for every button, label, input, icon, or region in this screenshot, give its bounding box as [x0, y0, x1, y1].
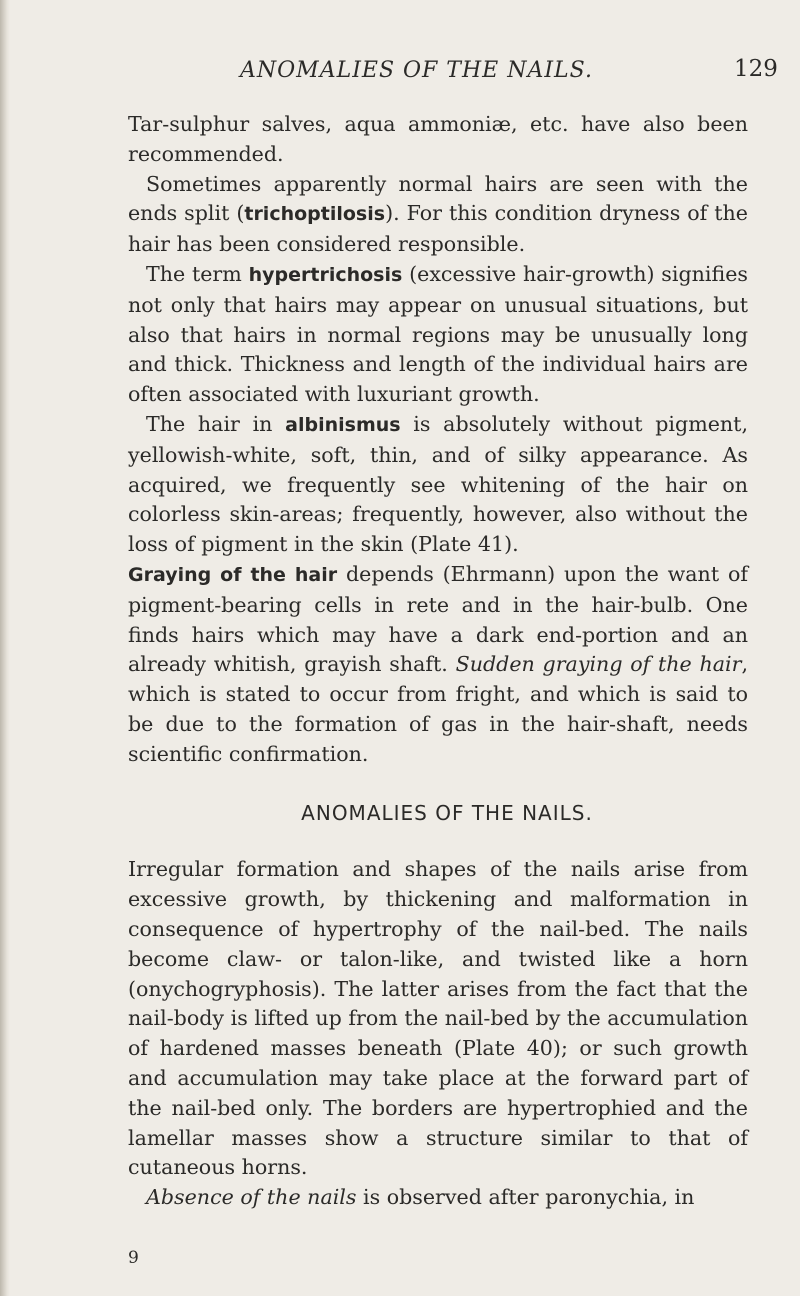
term-trichoptilosis: trichoptilosis [244, 203, 386, 226]
term-hypertrichosis: hypertrichosis [248, 263, 403, 286]
body-text [128, 110, 748, 1213]
page-edge-shadow [0, 0, 10, 1296]
paragraph-trichoptilosis: Sometimes apparently normal hairs are seen with the ends split (trichoptilosis). For this condition dryness of the hair has been considered responsible. [128, 171, 748, 257]
paragraph-nail-anomalies: Irregular formation and shapes of the nails arise from excessive growth, by thickening and malformation in consequence of hypertrophy of the nail-bed. The nails become claw- or talon-like, and twisted like a horn (onychogryphosis). The latter arises from the fact that the nail-body is lifted up from the nail-bed by the accumulation of hardened masses beneath (Plate 40); or such growth and accumulation may take place at the forward part of the nail-bed only. The borders are hypertrophied and the lamellar masses show a structure similar to that of cutaneous horns. [128, 857, 748, 1180]
emphasis-absence-of-nails: Absence of the nails [146, 1185, 357, 1210]
paragraph-albinismus: The hair in albinismus is absolutely without pigment, yellowish-white, soft, thin, and of silky appearance. As acquired, we frequently see whitening of the hair on colorless skin-areas; frequently, however, also without the loss of pigment in the skin (Plate 41). [128, 411, 748, 557]
term-albinismus: albinismus [285, 413, 401, 436]
paragraph-graying: Graying of the hair depends (Ehrmann) upon the want of pigment-bearing cells in rete and in the hair-bulb. One finds hairs which may have a dark end-portion and an already whitish, grayish shaft. Sudden graying of the hair, which is stated to occur from fright, and which is said to be due to the formation of gas in the hair-shaft, needs scientific confirmation. [128, 561, 748, 766]
paragraph-absence-of-nails: Absence of the nails is observed after paronychia, in [146, 1185, 695, 1210]
running-head: ANOMALIES OF THE NAILS. [240, 58, 593, 83]
paragraph-tar-sulphur: Tar-sulphur salves, aqua ammoniæ, etc. have also been recommended. [128, 112, 748, 166]
section-heading: ANOMALIES OF THE NAILS. [301, 800, 593, 825]
emphasis-sudden-graying: Sudden graying of the hair [455, 652, 742, 677]
term-graying-of-the-hair: Graying of the hair [128, 563, 338, 586]
paragraph-hypertrichosis: The term hypertrichosis (excessive hair-growth) signifies not only that hairs may appear on unusual situations, but also that hairs in normal regions may be unusually long and thick. Thickness and length of the individual hairs are often associated with luxuriant growth. [128, 261, 748, 407]
page-number: 129 [734, 56, 778, 82]
signature-mark: 9 [128, 1248, 139, 1268]
